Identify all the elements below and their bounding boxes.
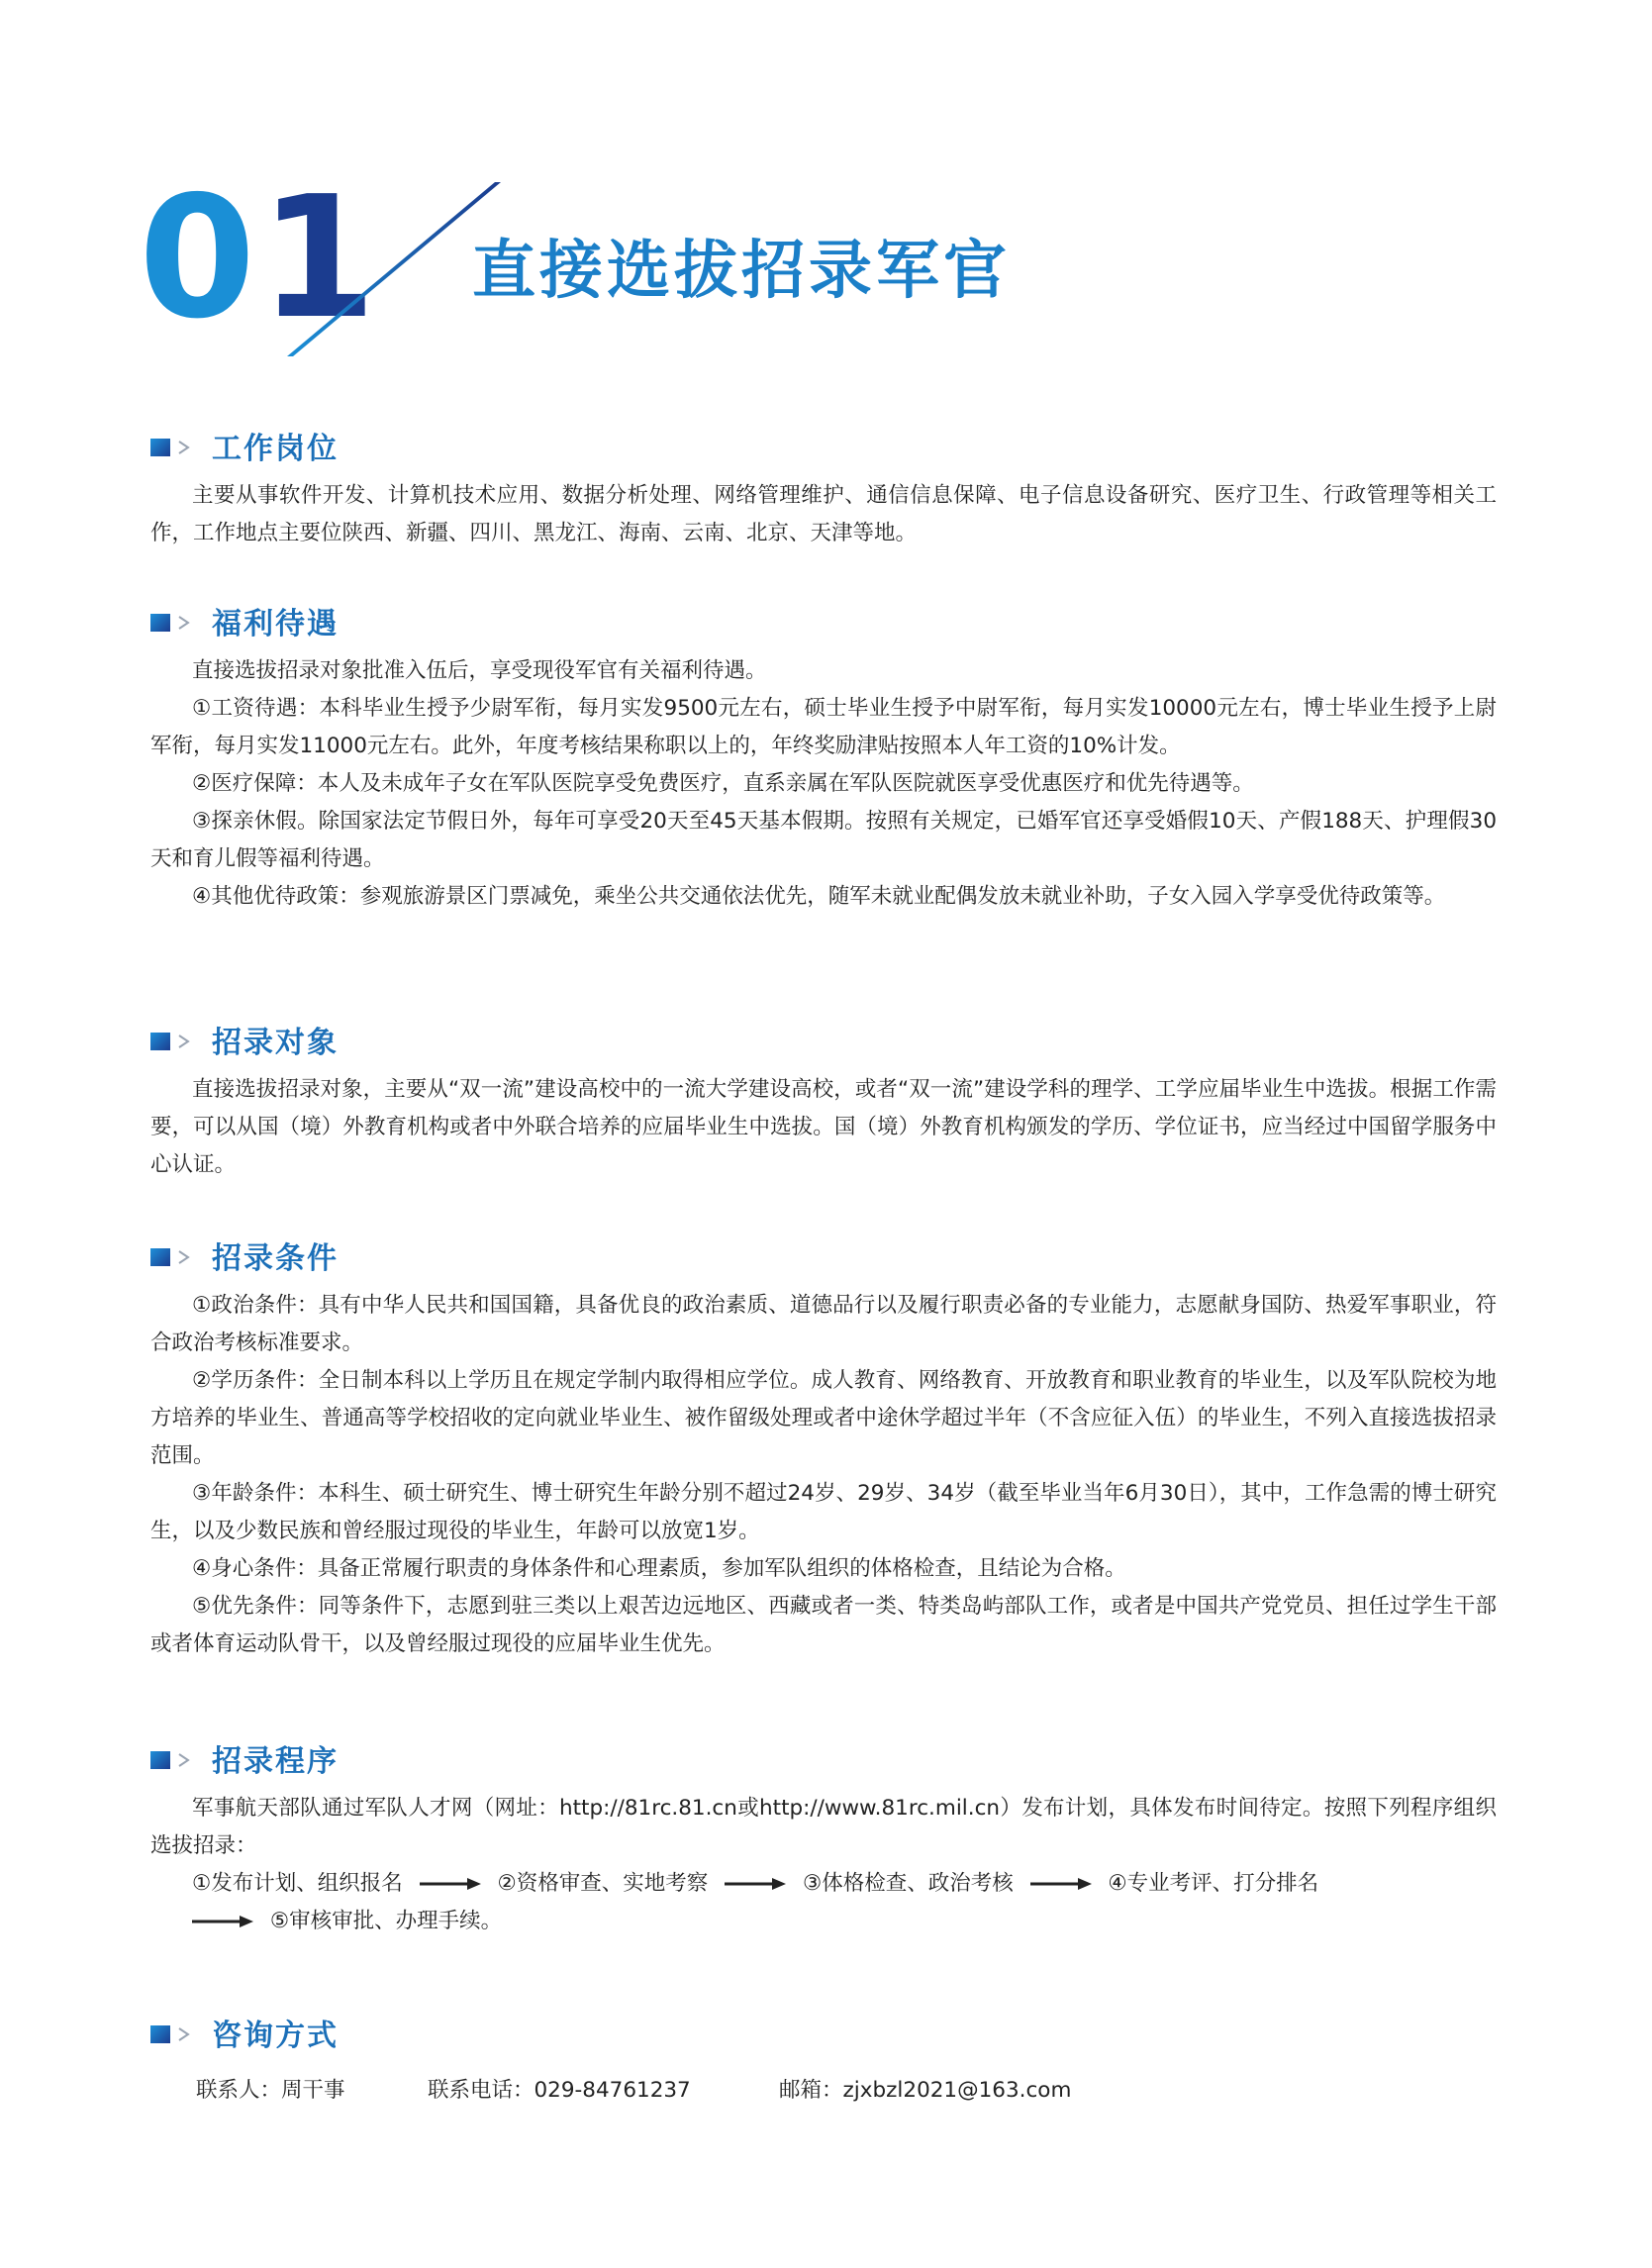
arrow-right-icon [420,1877,481,1891]
section-title: 工作岗位 [212,432,339,466]
paragraph: 直接选拔招录对象批准入伍后，享受现役军官有关福利待遇。 [192,658,767,683]
paragraph: ③探亲休假。除国家法定节假日外，每年可享受20天至45天基本假期。按照有关规定，已婚军官还享受婚假10天、产假188天、护理假30天和育儿假等福利待遇。 [150,809,1497,871]
contact-person: 联系人：周干事 [196,2078,345,2103]
arrow-right-icon [1030,1877,1092,1891]
contact-email: 邮箱：zjxbzl2021@163.com [779,2078,1072,2103]
section-procedure [150,1736,1497,1940]
section-bullet-icon [150,1751,172,1769]
section-bullet-icon [150,614,172,632]
paragraph: ②学历条件：全日制本科以上学历且在规定学制内取得相应学位。成人教育、网络教育、开放教育和职业教育的毕业生，以及军队院校为地方培养的毕业生、普通高等学校招收的定向就业毕业生、被作留级处理或者中途休学超过半年（不含应征入伍）的毕业生，不列入直接选拔招录范围。 [150,1368,1497,1468]
procedure-step: ②资格审查、实地考察 [497,1871,709,1896]
procedure-step: ⑤审核审批、办理手续。 [269,1909,503,1933]
procedure-step: ④专业考评、打分排名 [1108,1871,1319,1896]
section-header [150,1233,1497,1283]
paragraph: 主要从事软件开发、计算机技术应用、数据分析处理、网络管理维护、通信信息保障、电子信息设备研究、医疗卫生、行政管理等相关工作，工作地点主要位陕西、新疆、四川、黑龙江、海南、云南、北京、天津等地。 [150,483,1497,545]
contact-phone: 联系电话：029-84761237 [428,2078,691,2103]
paragraph: 直接选拔招录对象，主要从“双一流”建设高校中的一流大学建设高校，或者“双一流”建设学科的理学、工学应届毕业生中选拔。根据工作需要，可以从国（境）外教育机构或者中外联合培养的应届毕业生中选拔。国（境）外教育机构颁发的学历、学位证书，应当经过中国留学服务中心认证。 [150,1077,1497,1177]
paragraph: ④身心条件：具备正常履行职责的身体条件和心理素质，参加军队组织的体格检查，且结论为合格。 [192,1556,1126,1581]
section-header [150,1018,1497,1067]
paragraph: ①政治条件：具有中华人民共和国国籍，具备优良的政治素质、道德品行以及履行职责必备的专业能力，志愿献身国防、热爱军事职业，符合政治考核标准要求。 [150,1293,1497,1355]
section-title: 招录对象 [212,1026,339,1060]
arrow-right-icon [192,1915,253,1928]
section-targets [150,1018,1497,1184]
arrow-right-icon [725,1877,786,1891]
paragraph: ①工资待遇：本科毕业生授予少尉军衔，每月实发9500元左右，硕士毕业生授予中尉军衔，每月实发10000元左右，博士毕业生授予上尉军衔，每月实发11000元左右。此外，年度考核结果称职以上的，年终奖励津贴按照本人年工资的10%计发。 [150,696,1497,758]
contact-row [150,2072,1497,2110]
paragraph: ④其他优待政策：参观旅游景区门票减免，乘坐公共交通依法优先，随军未就业配偶发放未就业补助，子女入园入学享受优待政策等。 [192,884,1446,909]
paragraph: ②医疗保障：本人及未成年子女在军队医院享受免费医疗，直系亲属在军队医院就医享受优惠医疗和优先待遇等。 [192,771,1254,796]
section-benefits [150,599,1497,916]
header-number-zero: 0 [139,160,252,356]
procedure-steps [150,1865,1497,1940]
section-title: 招录条件 [212,1241,339,1276]
section-title: 招录程序 [212,1744,339,1779]
procedure-step: ①发布计划、组织报名 [192,1871,403,1896]
header-number-one: 1 [259,160,377,356]
section-bullet-icon [150,1248,172,1266]
page-title: 直接选拔招录军官 [472,235,1011,308]
section-bullet-icon [150,439,172,456]
section-conditions [150,1233,1497,1663]
paragraph: ③年龄条件：本科生、硕士研究生、博士研究生年龄分别不超过24岁、29岁、34岁（截至毕业当年6月30日），其中，工作急需的博士研究生，以及少数民族和曾经服过现役的毕业生，年龄可以放宽1岁。 [150,1481,1497,1543]
section-header [150,1736,1497,1786]
section-bullet-icon [150,2025,172,2043]
page-header [139,160,1029,356]
section-title: 咨询方式 [212,2019,339,2053]
section-job [150,424,1497,552]
paragraph: ⑤优先条件：同等条件下，志愿到驻三类以上艰苦边远地区、西藏或者一类、特类岛屿部队工作，或者是中国共产党党员、担任过学生干部或者体育运动队骨干，以及曾经服过现役的应届毕业生优先。 [150,1594,1497,1656]
section-bullet-icon [150,1033,172,1050]
procedure-intro: 军事航天部队通过军队人才网（网址：http://81rc.81.cn或http://www.81rc.mil.cn）发布计划，具体发布时间待定。按照下列程序组织选拔招录： [150,1796,1497,1858]
section-header [150,2011,1497,2060]
section-header [150,599,1497,648]
section-header [150,424,1497,473]
section-title: 福利待遇 [212,607,339,641]
procedure-step: ③体格检查、政治考核 [802,1871,1014,1896]
section-contact [150,2011,1497,2110]
